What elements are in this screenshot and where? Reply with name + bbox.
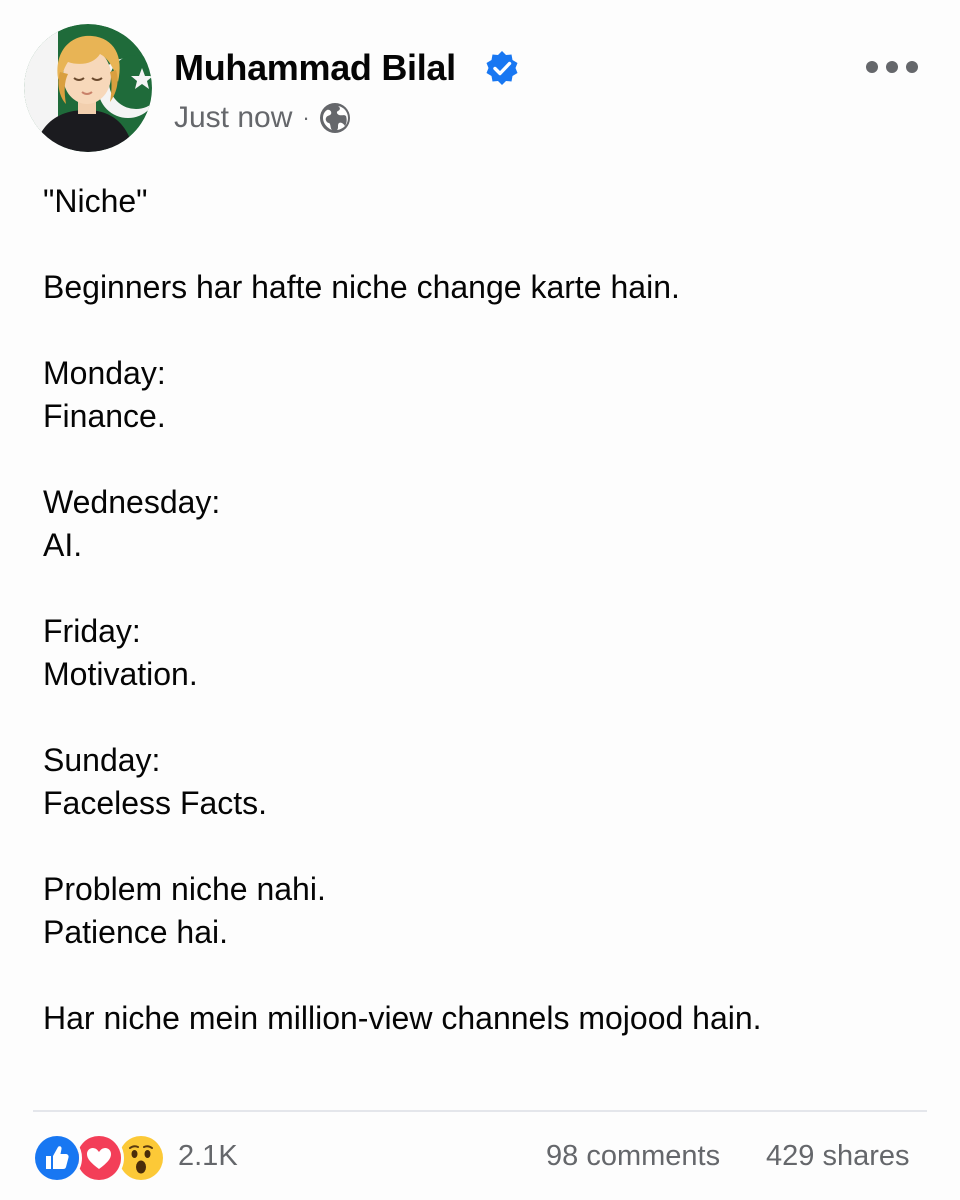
globe-icon[interactable] bbox=[318, 101, 352, 135]
like-icon bbox=[32, 1133, 82, 1183]
post-line: Finance. bbox=[43, 398, 166, 434]
post-line: Motivation. bbox=[43, 656, 198, 692]
post-line: Friday: bbox=[43, 613, 141, 649]
line-gap bbox=[43, 954, 923, 997]
line-gap bbox=[43, 696, 923, 739]
meta-separator: · bbox=[302, 105, 310, 130]
post-line: Sunday: bbox=[43, 742, 161, 778]
footer-divider bbox=[33, 1110, 927, 1112]
post-line: Beginners har hafte niche change karte hain. bbox=[43, 269, 680, 305]
post-meta bbox=[174, 98, 352, 138]
post-timestamp[interactable]: Just now bbox=[174, 101, 293, 134]
post-line: Monday: bbox=[43, 355, 166, 391]
more-options-icon[interactable] bbox=[866, 54, 918, 80]
post-line: Faceless Facts. bbox=[43, 785, 268, 821]
line-gap bbox=[43, 567, 923, 610]
line-gap bbox=[43, 438, 923, 481]
post-line: Problem niche nahi. bbox=[43, 871, 326, 907]
more-dot bbox=[866, 61, 878, 73]
line-gap bbox=[43, 825, 923, 868]
post-line: Wednesday: bbox=[43, 484, 221, 520]
line-gap bbox=[43, 223, 923, 266]
more-dot bbox=[906, 61, 918, 73]
post-line: "Niche" bbox=[43, 183, 148, 219]
more-dot bbox=[886, 61, 898, 73]
comments-count-link[interactable]: 98 comments bbox=[546, 1140, 721, 1172]
reaction-count[interactable]: 2.1K bbox=[178, 1140, 238, 1172]
verified-badge-icon bbox=[484, 50, 520, 86]
line-gap bbox=[43, 309, 923, 352]
shares-count-link[interactable]: 429 shares bbox=[766, 1140, 910, 1172]
author-name[interactable]: Muhammad Bilal bbox=[174, 47, 456, 88]
reaction-icons[interactable] bbox=[32, 1133, 162, 1179]
post-line: AI. bbox=[43, 527, 83, 563]
post-text bbox=[43, 180, 923, 1040]
post-line: Patience hai. bbox=[43, 914, 229, 950]
avatar-illustration bbox=[24, 24, 152, 152]
post-line: Har niche mein million-view channels mojood hain. bbox=[43, 1000, 762, 1036]
avatar[interactable] bbox=[24, 24, 152, 152]
